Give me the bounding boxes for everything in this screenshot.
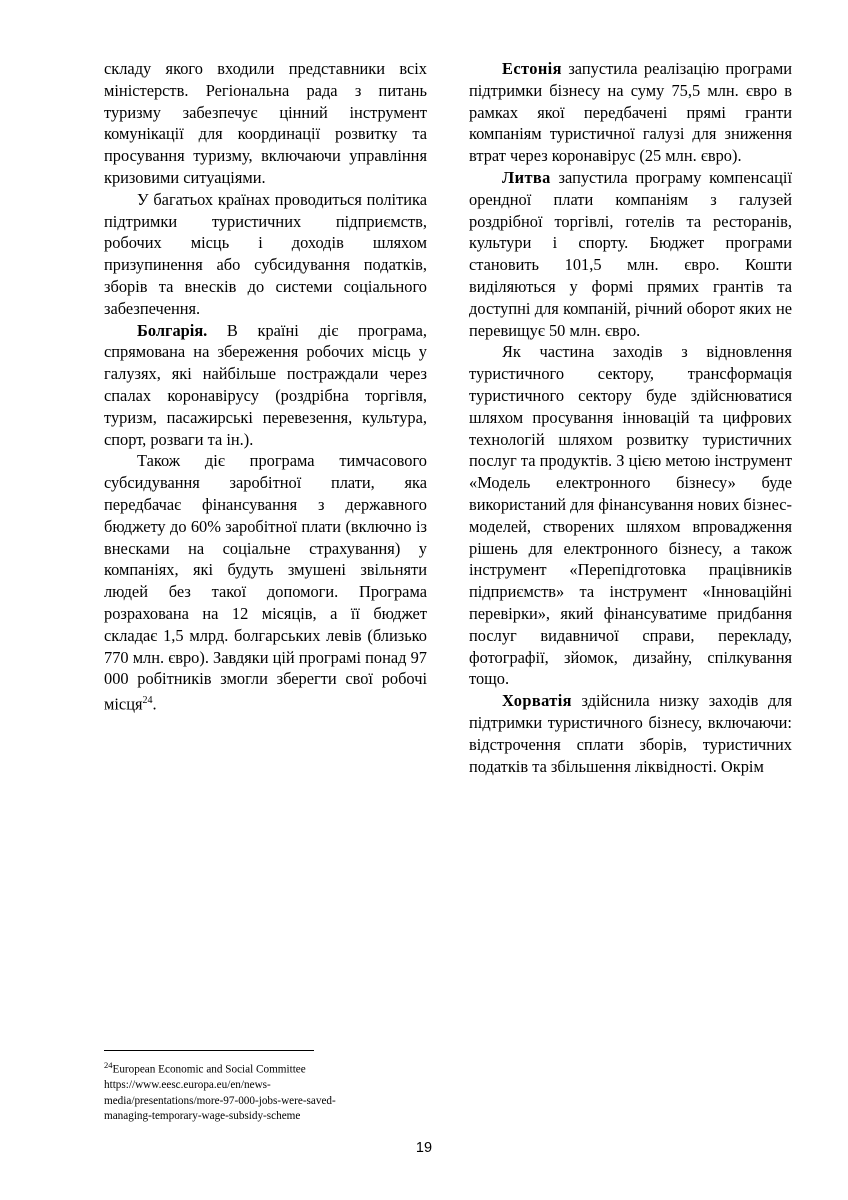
two-column-body [104,58,792,1068]
footnote-url-line[interactable]: managing-temporary-wage-subsidy-scheme [104,1109,301,1122]
paragraph: У багатьох країнах проводиться політика підтримки туристичних підприємств, робочих місць і доходів шляхом призупинення або субсидування податків, зборів та внесків до системи соціального забезпечення. [104,189,427,318]
country-lead-croatia: Хорватія [502,691,572,711]
paragraph-text: здійснила низку заходів для підтримки туристичного бізнесу, включаючи: відстрочення сплати зборів, туристичних податків та збільшення ліквідності. Окрім [469,691,792,776]
footnote-area [104,1050,427,1124]
paragraph-tail: . [152,694,157,714]
paragraph-text: Також діє програма тимчасового субсидування заробітної плати, яка передбачає фінансування з державного бюджету до 60% заробітної плати (включно із внесками на соціальне страхування) у компаніях, які будуть змушені звільняти людей без такої допомоги. Програма розрахована на 12 місяців, а її бюджет складає 1,5 млрд. болгарських левів (близько 770 млн. євро). Завдяки цій програмі понад 97 000 робітників змогли зберегти свої робочі місця [104,451,427,714]
page-number: 19 [415,1140,433,1156]
footnote-source: European Economic and Social Committee [112,1063,306,1076]
footnote [104,1058,427,1124]
paragraph-lithuania [469,167,792,341]
right-column [469,58,792,1068]
paragraph: Як частина заходів з відновлення туристичного сектору, трансформація туристичного сектору буде здійснюватися шляхом просування інновацій та цифрових технологій шляхом розвитку туристичних послуг та продуктів. З цією метою інструмент «Модель електронного бізнесу» буде використаний для фінансування нових бізнес-моделей, створених шляхом впровадження рішень для електронного бізнесу, а також інструмент «Перепідготовка працівників підприємств» та інструмент «Інноваційні перевірки», який фінансуватиме придбання послуг видавничої справи, перекладу, фотографії, зйомок, дизайну, спілкування тощо. [469,342,792,689]
footnote-url-line[interactable]: media/presentations/more-97-000-jobs-were-saved- [104,1094,336,1107]
footnote-separator [104,1050,314,1051]
paragraph: складу якого входили представники всіх міністерств. Регіональна рада з питань туризму забезпечує цінний інструмент комунікації для координації розвитку та просування туризму, включаючи управління кризовими ситуаціями. [104,59,427,187]
left-column [104,58,427,1068]
country-lead-lithuania: Литва [502,167,551,187]
paragraph-croatia [469,690,792,777]
paragraph-text: В країні діє програма, спрямована на збереження робочих місць у галузях, які найбільше постраждали через спалах коронавірусу (роздрібна торгівля, туризм, пасажирські перевезення, культура, спорт, розваги та ін.). [104,320,427,449]
footnote-number: 24 [104,1060,113,1070]
paragraph-text: запустила реалізацію програми підтримки бізнесу на суму 75,5 млн. євро в рамках якої передбачені прямі гранти компаніям туристичної галузі для зниження втрат через коронавірус (25 млн. євро). [469,59,792,166]
country-lead-bulgaria: Болгарія. [137,320,208,340]
footnote-url-line[interactable]: https://www.eesc.europa.eu/en/news- [104,1079,271,1092]
paragraph-text: запустила програму компенсації орендної плати компаніям з галузей роздрібної торгівлі, готелів та ресторанів, культури і спорту. Бюджет програми становить 101,5 млн. євро. Кошти виділяються у формі прямих грантів та доступні для компаній, річний оборот яких не перевищує 50 млн. євро. [469,167,792,340]
paragraph-bulgaria [104,320,427,451]
paragraph [104,450,427,715]
paragraph-estonia [469,58,792,167]
country-lead-estonia: Естонія [502,59,562,78]
footnote-reference: 24 [142,695,153,707]
